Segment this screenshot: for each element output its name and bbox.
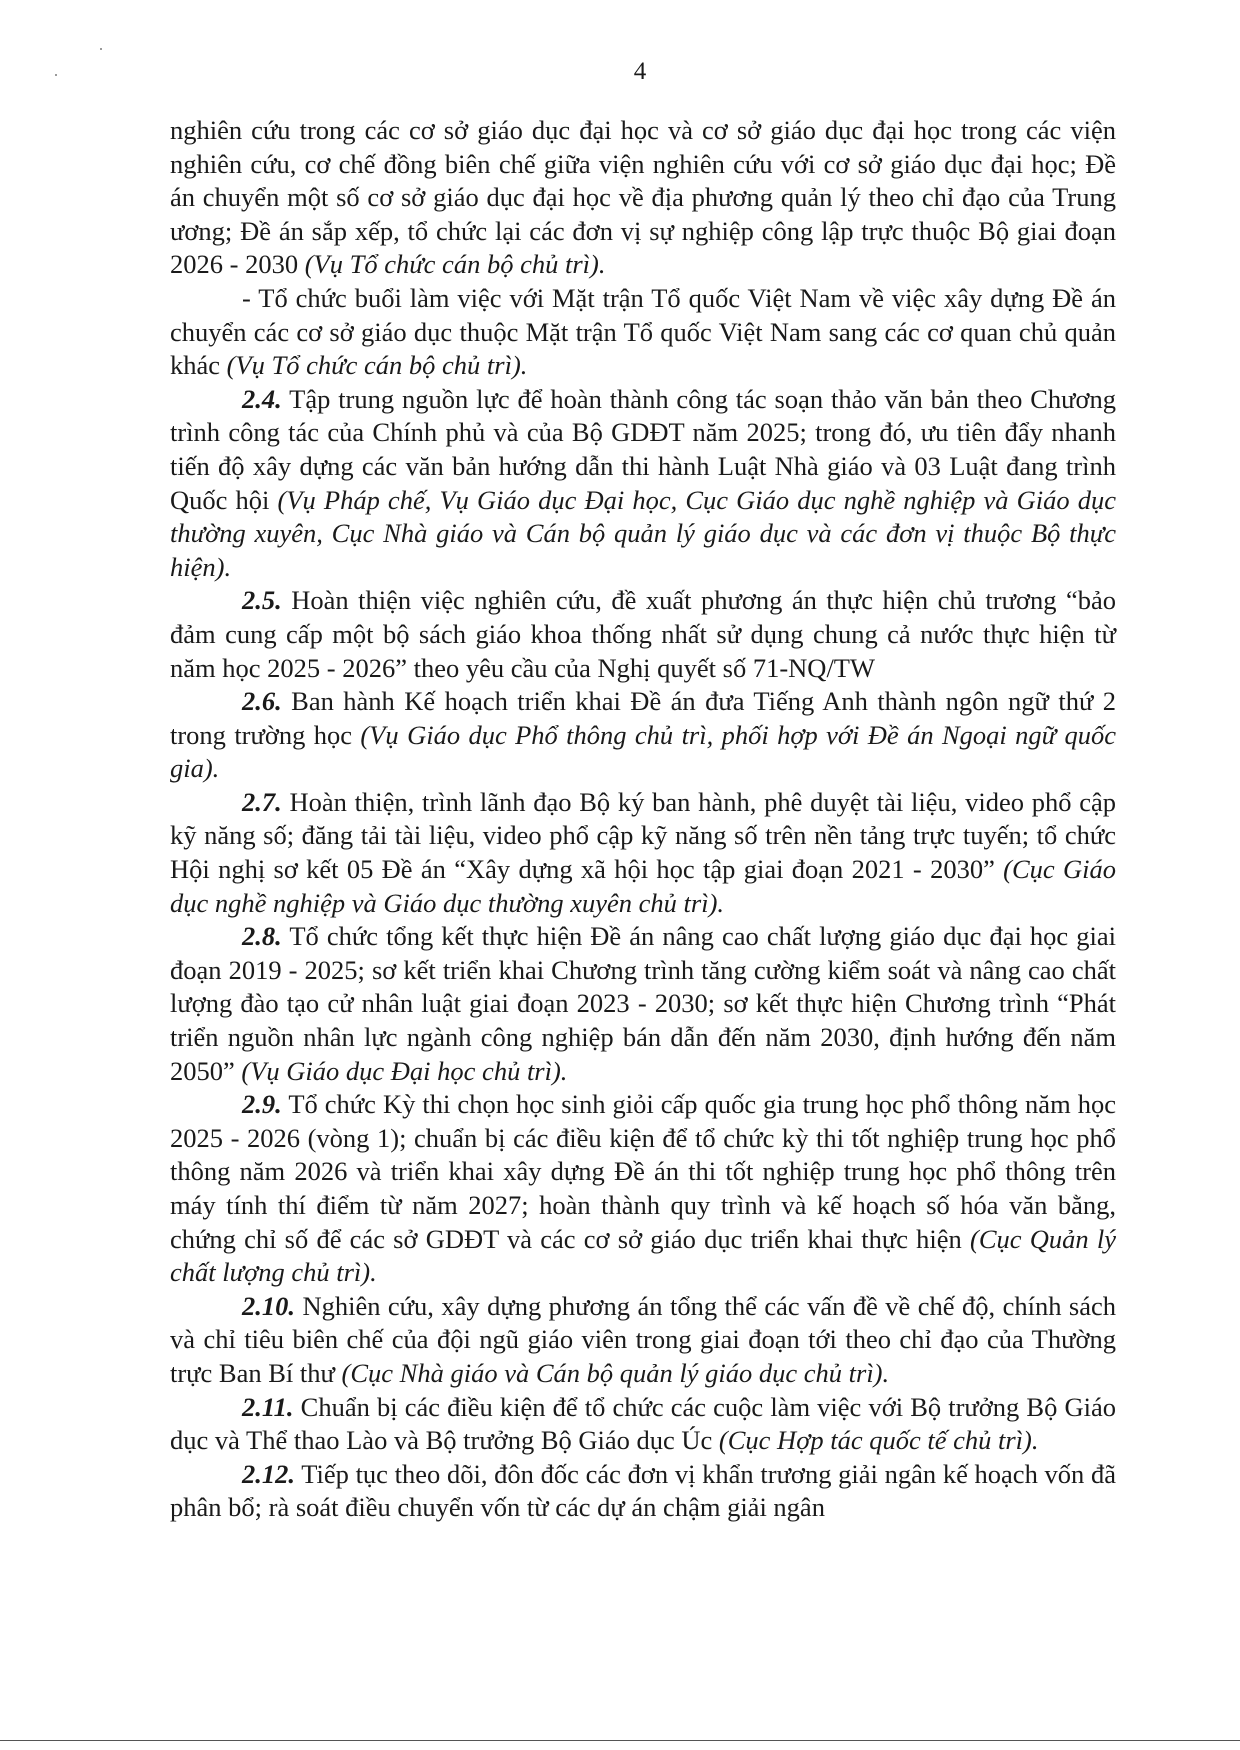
paragraph-2-8 (170, 920, 1116, 1088)
paragraph-2-7 (170, 786, 1116, 920)
paragraph-2-9 (170, 1088, 1116, 1290)
paragraph-text: Nghiên cứu, xây dựng phương án tổng thể các vấn đề về chế độ, chính sách và chỉ tiêu biên chế của đội ngũ giáo viên trong giai đoạn tới theo chỉ đạo của Thường trực Ban Bí thư (170, 1290, 1116, 1388)
paragraph-2-11 (170, 1391, 1116, 1458)
item-number: 2.7. (242, 786, 282, 817)
paragraph-2-10 (170, 1290, 1116, 1391)
paragraph-text: Chuẩn bị các điều kiện để tổ chức các cuộc làm việc với Bộ trưởng Bộ Giáo dục và Thể thao Lào và Bộ trưởng Bộ Giáo dục Úc (170, 1391, 1116, 1456)
responsible-unit-note: (Vụ Giáo dục Đại học chủ trì). (241, 1055, 568, 1086)
paragraph-text: Tiếp tục theo dõi, đôn đốc các đơn vị khẩn trương giải ngân kế hoạch vốn đã phân bổ; rà soát điều chuyển vốn từ các dự án chậm giải ngân (170, 1458, 1116, 1523)
item-number: 2.11. (242, 1391, 294, 1422)
page-number: 4 (633, 58, 647, 85)
document-body (170, 114, 1116, 1525)
paragraph-text: Tập trung nguồn lực để hoàn thành công tác soạn thảo văn bản theo Chương trình công tác của Chính phủ và của Bộ GDĐT năm 2025; trong đó, ưu tiên đẩy nhanh tiến độ xây dựng các văn bản hướng dẫn thi hành Luật Nhà giáo và 03 Luật đang trình Quốc hội (170, 383, 1116, 515)
paragraph-bullet (170, 282, 1116, 383)
item-number: 2.5. (242, 585, 282, 616)
paragraph-continued (170, 114, 1116, 282)
paragraph-2-12 (170, 1458, 1116, 1525)
responsible-unit-note: (Vụ Tổ chức cán bộ chủ trì). (304, 249, 606, 280)
item-number: 2.9. (242, 1089, 282, 1120)
item-number: 2.12. (242, 1458, 295, 1489)
responsible-unit-note: (Vụ Pháp chế, Vụ Giáo dục Đại học, Cục Giáo dục nghề nghiệp và Giáo dục thường xuyên, Cục Nhà giáo và Cán bộ quản lý giáo dục và các đơn vị thuộc Bộ thực hiện). (170, 484, 1117, 582)
paragraph-text: Hoàn thiện, trình lãnh đạo Bộ ký ban hành, phê duyệt tài liệu, video phổ cập kỹ năng số; đăng tải tài liệu, video phổ cập kỹ năng số trên nền tảng trực tuyến; tổ chức Hội nghị sơ kết 05 Đề án “Xây dựng xã hội học tập giai đoạn 2021 - 2030” (170, 786, 1116, 885)
responsible-unit-note: (Cục Quản lý chất lượng chủ trì). (170, 1223, 1116, 1288)
paragraph-text: Tổ chức Kỳ thi chọn học sinh giỏi cấp quốc gia trung học phổ thông năm học 2025 - 2026 (vòng 1); chuẩn bị các điều kiện để tổ chức kỳ thi tốt nghiệp trung học phổ thông năm 2026 và triển khai xây dựng Đề án thi tốt nghiệp trung học phổ thông trên máy tính thí điểm từ năm 2027; hoàn thành quy trình và kế hoạch số hóa văn bằng, chứng chỉ số để các sở GDĐT và các cơ sở giáo dục triển khai thực hiện (170, 1089, 1116, 1254)
paragraph-2-6 (170, 685, 1116, 786)
paragraph-text: Ban hành Kế hoạch triển khai Đề án đưa Tiếng Anh thành ngôn ngữ thứ 2 trong trường học (170, 686, 1116, 750)
responsible-unit-note: (Cục Nhà giáo và Cán bộ quản lý giáo dục chủ trì). (341, 1357, 890, 1388)
item-number: 2.4. (242, 383, 282, 414)
responsible-unit-note: (Cục Hợp tác quốc tế chủ trì). (718, 1425, 1039, 1456)
paragraph-2-4 (170, 383, 1116, 585)
item-number: 2.8. (242, 921, 282, 952)
paragraph-text: - Tổ chức buổi làm việc với Mặt trận Tổ quốc Việt Nam về việc xây dựng Đề án chuyển các cơ sở giáo dục thuộc Mặt trận Tổ quốc Việt Nam sang các cơ quan chủ quản khác (170, 282, 1116, 381)
responsible-unit-note: (Vụ Giáo dục Phổ thông chủ trì, phối hợp với Đề án Ngoại ngữ quốc gia). (170, 719, 1116, 784)
item-number: 2.10. (242, 1290, 295, 1321)
paragraph-text: nghiên cứu trong các cơ sở giáo dục đại học và cơ sở giáo dục đại học trong các viện nghiên cứu, cơ chế đồng biên chế giữa viện nghiên cứu với cơ sở giáo dục đại học; Đề án chuyển một số cơ sở giáo dục đại học về địa phương quản lý theo chỉ đạo của Trung ương; Đề án sắp xếp, tổ chức lại các đơn vị sự nghiệp công lập trực thuộc Bộ giai đoạn 2026 - 2030 (170, 115, 1116, 280)
responsible-unit-note: (Vụ Tổ chức cán bộ chủ trì). (226, 350, 528, 381)
paragraph-text: Tổ chức tổng kết thực hiện Đề án nâng cao chất lượng giáo dục đại học giai đoạn 2019 - 2025; sơ kết triển khai Chương trình tăng cường kiểm soát và nâng cao chất lượng đào tạo cử nhân luật giai đoạn 2023 - 2030; sơ kết thực hiện Chương trình “Phát triển nguồn nhân lực ngành công nghiệp bán dẫn đến năm 2030, định hướng đến năm 2050” (170, 921, 1116, 1086)
paragraph-2-5 (170, 584, 1116, 685)
item-number: 2.6. (242, 686, 282, 717)
scan-speck (100, 48, 102, 50)
scan-bottom-edge-line (0, 1740, 1240, 1741)
paragraph-text: Hoàn thiện việc nghiên cứu, đề xuất phương án thực hiện chủ trương “bảo đảm cung cấp một bộ sách giáo khoa thống nhất sử dụng chung cả nước thực hiện từ năm học 2025 - 2026” theo yêu cầu của Nghị quyết số 71-NQ/TW (170, 585, 1116, 683)
responsible-unit-note: (Cục Giáo dục nghề nghiệp và Giáo dục thường xuyên chủ trì). (170, 854, 1116, 918)
